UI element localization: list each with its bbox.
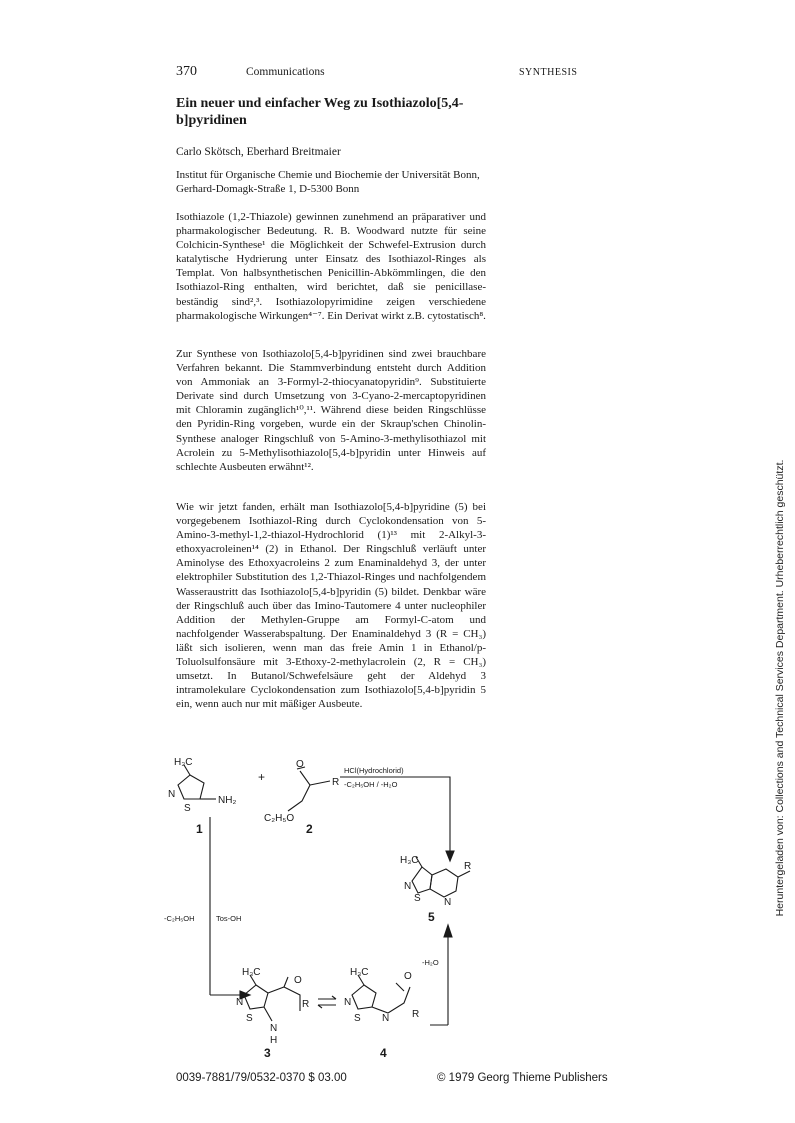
journal-name: SYNTHESIS [519,67,578,78]
conditions-top: -C₂H₅OH / -H₂O [344,780,398,789]
compound-3-methyl: H₃C [242,967,261,978]
affiliation: Institut für Organische Chemie und Biochemie der Universität Bonn, Gerhard-Domagk-Straße 1, D-5300 Bonn [176,169,480,195]
compound-5-ring-b [430,869,458,897]
compound-3-h: H [270,1035,278,1046]
conditions-left-a: -C₂H₅OH [164,914,195,923]
compound-4-imine-n: N [382,1013,390,1024]
compound-5-pyridine-n: N [444,897,452,908]
compound-4-ring [352,985,376,1009]
authors: Carlo Skötsch, Eberhard Breitmaier [176,146,341,158]
paragraph-intro: Isothiazole (1,2-Thiazole) gewinnen zunehmend an präparativer und pharmakologischer Bedeutung. R. B. Woodward nutzte für seine Colchicin-Synthese¹ die Möglichkeit der Schwefel-Extrusion durch katalytische Hydrierung unter Einsatz des Isothiazol-Ringes als Templat. Von halbsynthetischen Penicillin-Abkömmlingen, die den Isothiazol-Ring enthalten, wird berichtet, daß sie penicillase-beständig sind²,³. Isothiazolopyrimidine zeigen verschiedene pharmakologische Wirkungen⁴⁻⁷. Ein Derivat wirkt z.B. cytostatisch⁸. [176,211,486,322]
compound-5-s: S [414,893,421,904]
compound-2-chain [288,771,310,811]
compound-5-r: R [464,861,472,872]
compound-5-ring-a [412,867,432,893]
journal-section: Communications [246,66,325,78]
conditions-left-b: Tos-OH [216,914,242,923]
compound-4-label: 4 [380,1046,387,1060]
compound-2-label: 2 [306,822,313,836]
reaction-scheme [160,755,490,1065]
article-title: Ein neuer und einfacher Weg zu Isothiazolo[5,4-b]pyridinen [176,96,464,128]
compound-1-s: S [184,803,191,814]
compound-4-s: S [354,1013,361,1024]
page-number: 370 [176,64,197,79]
compound-1-n: N [168,789,176,800]
compound-5-label: 5 [428,910,435,924]
compound-3-nh: N [270,1023,278,1034]
compound-1-methyl: H₃C [174,757,193,768]
download-notice: Heruntergeladen von: Collections and Technical Services Department. Urheberrechtlich geschützt. [774,459,786,917]
compound-3-n: N [236,997,244,1008]
compound-1-ring [178,775,204,799]
compound-4-o: O [404,971,412,982]
compound-3-o: O [294,975,302,986]
compound-2-r: R [332,777,340,788]
compound-4-methyl: H₃C [350,967,369,978]
compound-2-ethoxy: C₂H₅O [264,813,295,824]
plus-sign: + [258,770,266,784]
conditions-right: -H₂O [422,958,439,967]
compound-4-r: R [412,1009,420,1020]
compound-5-n: N [404,881,412,892]
compound-1-label: 1 [196,822,203,836]
compound-3-s: S [246,1013,253,1024]
paragraph-known-methods: Zur Synthese von Isothiazolo[5,4-b]pyridinen sind zwei brauchbare Verfahren bekannt. Die Stammverbindung entsteht durch Addition von Ammoniak an 3-Formyl-2-thiocyanatopyridin⁹. Substituierte Derivate sind durch Umsetzung von 3-Cyano-2-mercaptopyridinen mit Chloramin zugänglich¹⁰,¹¹. Während diese beiden Ringschlüsse den Pyridin-Ring vorgeben, wurde ein der Skraup'schen Chinolin-Synthese analoger Ringschluß von 5-Amino-3-methylisothiazol mit Acrolein zu 5-Methylisothiazolo[5,4-b]pyridin unter Hinweis auf schlechte Ausbeuten erwähnt¹². [176,348,486,473]
compound-2-o: O [296,759,304,770]
compound-3-r: R [302,999,310,1010]
compound-3-ring [244,985,268,1009]
compound-5-methyl: H₃C [400,855,419,866]
paragraph-new-method: Wie wir jetzt fanden, erhält man Isothiazolo[5,4-b]pyridine (5) bei vorgegebenem Isothiazol-Ring durch Cyclokondensation von 5-Amino-3-methyl-1,2-thiazol-Hydrochlorid (1)¹³ mit 2-Alkyl-3-ethoxyacroleinen¹⁴ (2) in Ethanol. Der Ringschluß verläuft unter Aminolyse des Ethoxyacroleins 2 zum Enaminaldehyd 3, der unter elektrophiler Substitution des 1,2-Thiazol-Ringes und nachfolgendem Wasseraustritt das Isothiazolo[5,4-b]pyridin (5) bildet. Denkbar wäre der Ringschluß auch über das Imino-Tautomere 4 unter nucleophiler Addition der Methylen-Gruppe am Formyl-C-atom und nachfolgender Wasserabspaltung. Der Enaminaldehyd 3 (R = CH₃) läßt sich isolieren, wenn man das freie Amin 1 in Ethanol/p-Toluolsulfonsäure mit 3-Ethoxy-2-methylacrolein (2, R = CH₃) umsetzt. In Butanol/Schwefelsäure geht der Aldehyd 3 intramolekulare Cyclokondensation zum Isothiazolo[5,4-b]pyridin 5 ein, wenn auch nur mit mäßiger Ausbeute. [176,501,486,711]
reagent-top: HCl(Hydrochlorid) [344,766,404,775]
compound-1-nh2: NH₂ [218,795,237,806]
footer-code: 0039-7881/79/0532-0370 $ 03.00 [176,1072,347,1084]
footer-copyright: © 1979 Georg Thieme Publishers [437,1072,608,1084]
compound-3-label: 3 [264,1046,271,1060]
compound-4-n: N [344,997,352,1008]
